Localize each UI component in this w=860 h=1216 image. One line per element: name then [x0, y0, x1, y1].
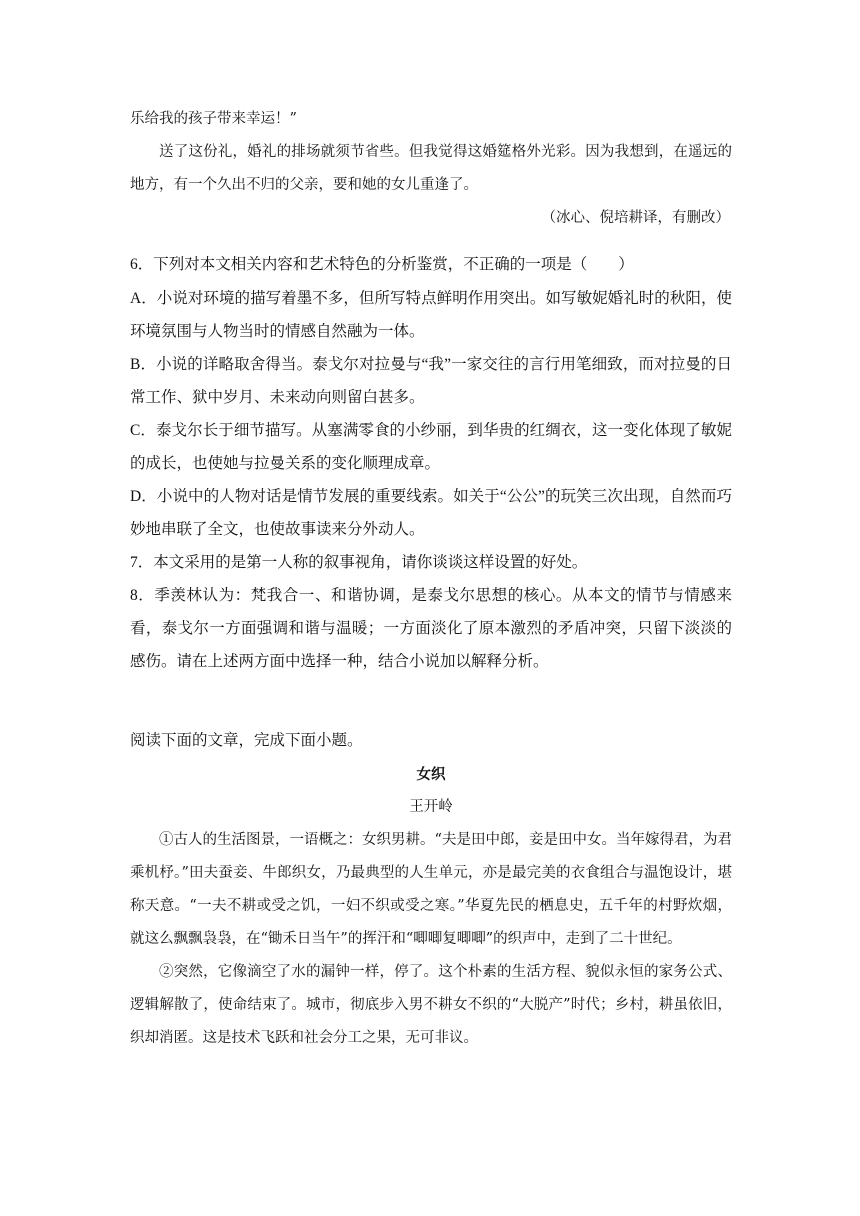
question-8: 8．季羡林认为：梵我合一、和谐协调，是泰戈尔思想的核心。从本文的情节与情感来看，泰戈尔一方面强调和谐与温暖；一方面淡化了原本激烈的矛盾冲突，只留下淡淡的感伤。请在上述两方面中选择一种，结合小说加以解释分析。: [130, 587, 732, 670]
article-paragraph-2: ②突然，它像滴空了水的漏钟一样，停了。这个朴素的生活方程、貌似永恒的家务公式、逻辑解散了，使命结束了。城市，彻底步入男不耕女不织的“大脱产”时代；乡村，耕虽依旧，织却消匿。这是技术飞跃和社会分工之果，无可非议。: [130, 964, 732, 1046]
story-paragraph: 送了这份礼，婚礼的排场就须节省些。但我觉得这婚筵格外光彩。因为我想到，在遥远的地方，有一个久出不归的父亲，要和她的女儿重逢了。: [130, 144, 732, 193]
question-6-stem: 6．下列对本文相关内容和艺术特色的分析鉴赏，不正确的一项是（ ）: [130, 256, 634, 273]
reading-instruction: 阅读下面的文章，完成下面小题。: [130, 732, 363, 749]
question-6-option-d: D．小说中的人物对话是情节发展的重要线索。如关于“公公”的玩笑三次出现，自然而巧妙地串联了全文，也使故事读来分外动人。: [130, 488, 732, 538]
question-7: 7．本文采用的是第一人称的叙事视角，请你谈谈这样设置的好处。: [130, 554, 588, 571]
question-6-option-c: C．泰戈尔长于细节描写。从塞满零食的小纱丽，到华贵的红绸衣，这一变化体现了敏妮的成长，也使她与拉曼关系的变化顺理成章。: [130, 422, 732, 472]
article-paragraph-1: ①古人的生活图景，一语概之：女织男耕。“夫是田中郎，妾是田中女。当年嫁得君，为君乘机杼。”田夫蚕妾、牛郎织女，乃最典型的人生单元，亦是最完美的衣食组合与温饱设计，堪称天意。“一夫不耕或受之饥，一妇不织或受之寒。”华夏先民的栖息史，五千年的村野炊烟，就这么飘飘袅袅，在“锄禾日当午”的挥汗和“唧唧复唧唧”的织声中，走到了二十世纪。: [130, 832, 732, 947]
story-ending: [130, 103, 732, 235]
question-6-option-b: B．小说的详略取舍得当。泰戈尔对拉曼与“我”一家交往的言行用笔细致，而对拉曼的日常工作、狱中岁月、未来动向则留白甚多。: [130, 356, 732, 406]
article-author: 王开岭: [409, 799, 453, 815]
reading-section: [130, 724, 732, 1055]
questions-section: [130, 248, 732, 678]
question-6-option-a: A．小说对环境的描写着墨不多，但所写特点鲜明作用突出。如写敏妮婚礼时的秋阳，使环境氛围与人物当时的情感自然融为一体。: [130, 290, 732, 340]
story-source: （冰心、倪培耕译，有删改）: [541, 210, 730, 226]
article-title: 女织: [416, 766, 446, 783]
story-line: 乐给我的孩子带来幸运！”: [130, 111, 297, 127]
